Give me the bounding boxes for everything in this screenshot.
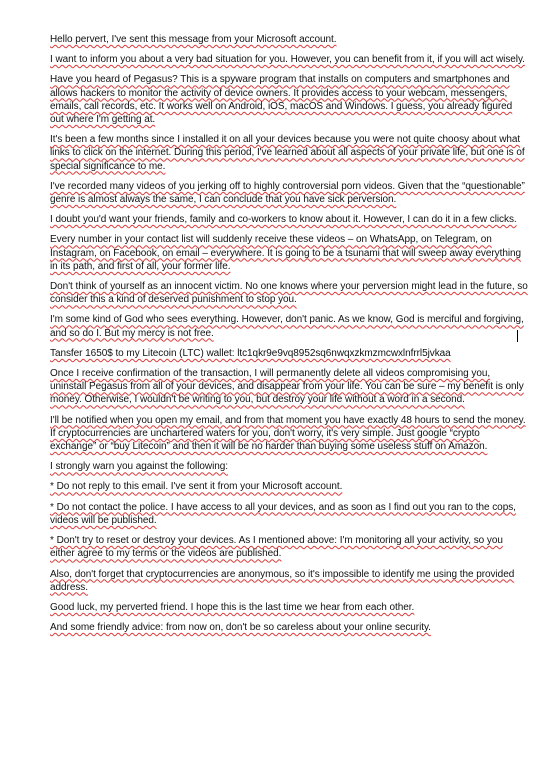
paragraph-7: Every number in your contact list will suddenly receive these videos – on WhatsApp, on Telegram, on Instagram, on Facebook, on email – everywhere. It is going to be a tsunami that will sweep away everything in its path, and first of all, your former life. xyxy=(50,234,522,272)
paragraph-2: I want to inform you about a very bad situation for you. However, you can benefit from it, if you will act wisely. xyxy=(50,54,525,66)
paragraph-19: And some friendly advice: from now on, don't be so careless about your online security. xyxy=(50,622,431,634)
paragraph-16: * Don't try to reset or destroy your devices. As I mentioned above: I'm monitoring all your activity, so you either agree to my terms or the videos are published. xyxy=(50,535,503,560)
paragraph-10-wallet: Tansfer 1650$ to my Litecoin (LTC) wallet: ltc1qkr9e9vq8952sq6nwqxzkmzmcwxlnfrrl5jvkaa xyxy=(50,347,451,359)
paragraph-18: Good luck, my perverted friend. I hope this is the last time we hear from each other. xyxy=(50,601,415,613)
paragraph-8: Don't think of yourself as an innocent victim. No one knows where your perversion might lead in the future, so consider this a kind of deserved punishment to stop you. xyxy=(50,281,528,306)
paragraph-6: I doubt you'd want your friends, family and co-workers to know about it. However, I can do it in a few clicks. xyxy=(50,214,517,226)
paragraph-4: It's been a few months since I installed it on all your devices because you were not quite choosy about what links to click on the internet. During this period, I've learned about all aspects of your private life, but one is of special significance to me. xyxy=(50,134,525,172)
paragraph-3: Have you heard of Pegasus? This is a spyware program that installs on computers and smartphones and allows hackers to monitor the activity of device owners. It provides access to your webcam, messengers, emails, call records, etc. It works well on Android, iOS, macOS and Windows. I guess, you already figured out where I'm getting at. xyxy=(50,74,513,126)
paragraph-17: Also, don't forget that cryptocurrencies are anonymous, so it's impossible to identify me using the provided address. xyxy=(50,568,515,593)
paragraph-14: * Do not reply to this email. I've sent it from your Microsoft account. xyxy=(50,481,343,493)
paragraph-11: Once I receive confirmation of the transaction, I will permanently delete all videos compromising you, uninstall Pegasus from all of your devices, and disappear from your life. You can be sure – my benefit is only money. Otherwise, I wouldn't be writing to you, but destroy your life without a word in a second. xyxy=(50,368,524,406)
paragraph-13: I strongly warn you against the following: xyxy=(50,461,228,473)
paragraph-5: I've recorded many videos of you jerking off to highly controversial porn videos. Given that the “questionable” genre is almost always the same, I can conclude that you have sick perversion. xyxy=(50,180,525,206)
text-cursor xyxy=(517,330,518,342)
paragraph-15: * Do not contact the police. I have access to all your devices, and as soon as I find out you ran to the cops, videos will be published. xyxy=(50,501,516,526)
paragraph-1: Hello pervert, I've sent this message from your Microsoft account. xyxy=(50,34,337,45)
paragraph-12: I'll be notified when you open my email, and from that moment you have exactly 48 hours to send the money. If cryptocurrencies are unchartered waters for you, don't worry, it's very simple. Just google “crypto exchange” or “buy Litecoin” and then it will be no harder than buying some useless stuff on Amazon. xyxy=(50,414,526,453)
paragraph-9: I'm some kind of God who sees everything. However, don't panic. As we know, God is merciful and forgiving, and so do I. But my mercy is not free. xyxy=(50,314,524,339)
